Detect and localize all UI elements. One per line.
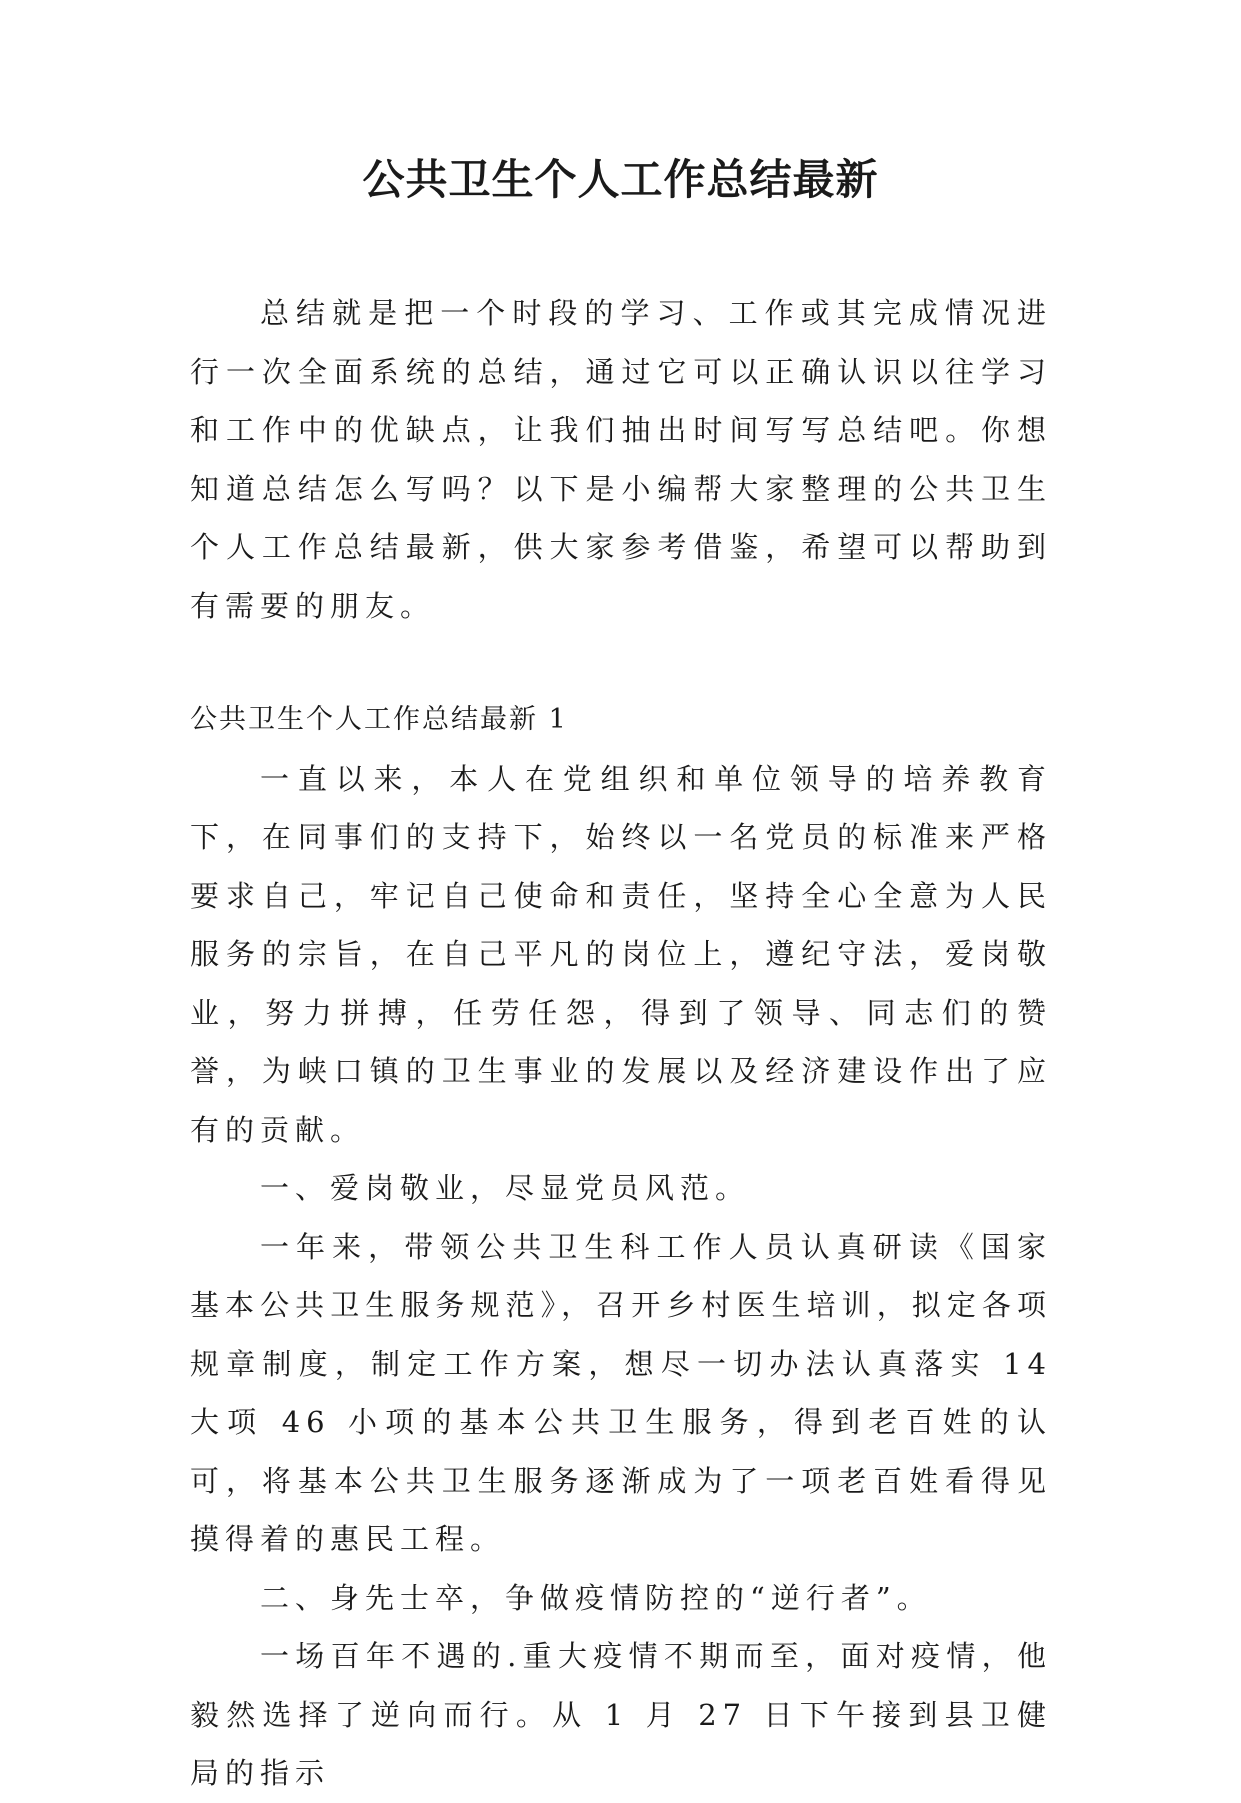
document-body — [190, 284, 1052, 1803]
subheading-2: 二、身先士卒，争做疫情防控的“逆行者”。 — [260, 1580, 932, 1615]
document-title: 公共卫生个人工作总结最新 — [362, 155, 879, 204]
body-paragraph-3: 一场百年不遇的.重大疫情不期而至，面对疫情，他毅然选择了逆向而行。从 1 月 27 日下午接到县卫健局的指示 — [190, 1639, 1052, 1790]
section-heading: 公共卫生个人工作总结最新 1 — [190, 704, 568, 735]
subheading-1: 一、爱岗敬业，尽显党员风范。 — [260, 1171, 751, 1205]
intro-paragraph: 总结就是把一个时段的学习、工作或其完成情况进行一次全面系统的总结，通过它可以正确认识以往学习和工作中的优缺点，让我们抽出时间写写总结吧。你想知道总结怎么写吗？以下是小编帮大家整理的公共卫生个人工作总结最新，供大家参考借鉴，希望可以帮助到有需要的朋友。 — [190, 296, 1052, 623]
body-paragraph-2: 一年来，带领公共卫生科工作人员认真研读《国家基本公共卫生服务规范》，召开乡村医生培训，拟定各项规章制度，制定工作方案，想尽一切办法认真落实 14 大项 46 小项的基本公共卫生服务，得到老百姓的认可，将基本公共卫生服务逐渐成为了一项老百姓看得见摸得着的惠民工程。 — [190, 1229, 1052, 1556]
body-paragraph-1: 一直以来，本人在党组织和单位领导的培养教育下，在同事们的支持下，始终以一名党员的标准来严格要求自己，牢记自己使命和责任，坚持全心全意为人民服务的宗旨，在自己平凡的岗位上，遵纪守法，爱岗敬业，努力拼搏，任劳任怨，得到了领导、同志们的赞誉，为峡口镇的卫生事业的发展以及经济建设作出了应有的贡献。 — [190, 761, 1052, 1147]
